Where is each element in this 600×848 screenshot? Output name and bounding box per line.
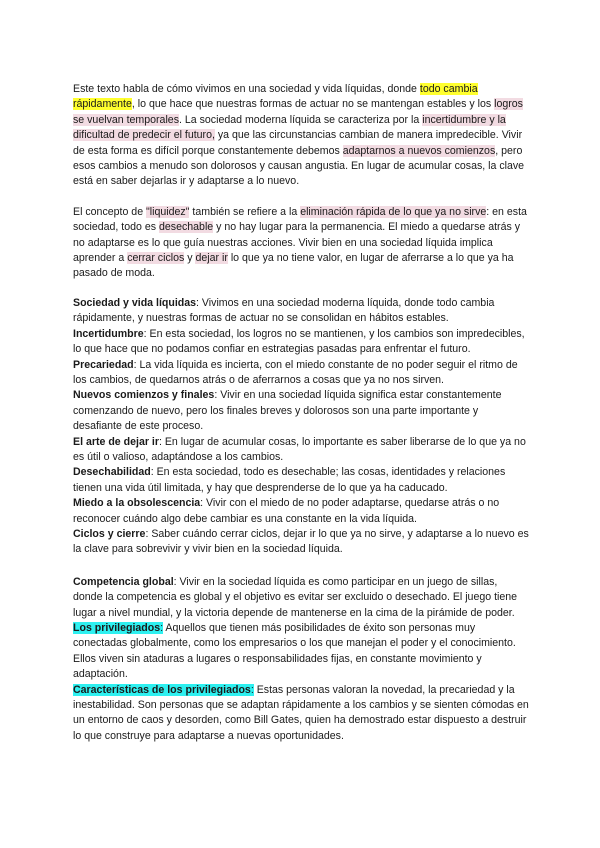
text-run: lo que ya no tiene valor, en lugar de aferrarse a lo que ya ha pasado de moda.	[73, 252, 514, 280]
concept-text: : Vivimos en una sociedad moderna líquida, donde todo cambia rápidamente, y nuestras formas de actuar no se consolidan en hábitos estables.	[73, 296, 495, 325]
concept-precariedad	[73, 358, 529, 389]
concept-term: Ciclos y cierre	[73, 527, 146, 540]
concept-text: Estas personas valoran la novedad, la precariedad y la inestabilidad. Son personas que se adaptan rápidamente a los cambios y se sienten cómodas en un entorno de caos y desorden, como Bill Gates, quien ha demostrado estar dispuesto a destruir lo que construye para adaptarse a nuevas oportunidades.	[73, 683, 529, 742]
concept-term: Precariedad	[73, 358, 134, 371]
concept-text: : En esta sociedad, todo es desechable; las cosas, identidades y relaciones tienen una vida útil limitada, y hay que desprenderse de lo que ya ha caducado.	[73, 466, 506, 494]
highlight-yellow: todo cambia rápidamente	[73, 83, 478, 111]
text-run: ya que las circunstancias cambian de manera impredecible. Vivir de esta forma es difícil porque constantemente debemos	[73, 129, 523, 157]
text-run: , pero esos cambios a menudo son dolorosos y causan angustia. En lugar de acumular cosas, la clave está en saber dejarlas ir y adaptarse a lo nuevo.	[73, 144, 525, 188]
concept-text: : La vida líquida es incierta, con el miedo constante de no poder seguir el ritmo de los cambios, de quedarnos atrás o de aferrarnos a cosas que ya no nos sirven.	[73, 358, 518, 386]
text-run: y	[184, 252, 196, 265]
concept-text: : Saber cuándo cerrar ciclos, dejar ir lo que ya no sirve, y adaptarse a lo nuevo es la clave para sobrevivir y vivir bien en la sociedad líquida.	[73, 527, 529, 556]
highlight-pink: "liquidez"	[146, 205, 190, 218]
highlight-pink: incertidumbre y la dificultad de predecir el futuro,	[73, 113, 506, 142]
separator: :	[160, 622, 164, 634]
highlight-pink: desechable	[159, 221, 214, 234]
concept-text: : En lugar de acumular cosas, lo importante es saber liberarse de lo que ya no es útil o valioso, adaptándose a los cambios.	[73, 435, 526, 463]
concept-obsolescencia	[73, 496, 529, 527]
concept-dejar-ir	[73, 435, 529, 466]
separator: :	[250, 683, 254, 696]
highlight-pink: eliminación rápida de lo que ya no sirve	[300, 205, 487, 218]
highlight-pink: cerrar ciclos	[127, 252, 185, 265]
concept-term: Nuevos comienzos y finales	[73, 389, 215, 402]
text-run: El concepto de	[73, 205, 147, 218]
highlight-pink: dejar ir	[195, 252, 228, 265]
concept-text: : Vivir en la sociedad líquida es como participar en un juego de sillas, donde la competencia es global y el objetivo es evitar ser excluido o desechado. El juego tiene lugar a nivel mundial, y la victoria depende de mantenerse en la cima de la pirámide de poder.	[73, 575, 518, 619]
text-run: , lo que hace que nuestras formas de actuar no se mantengan estables y los	[131, 98, 495, 111]
text-run: : en esta sociedad, todo es	[73, 205, 527, 234]
text-run: y no hay lugar para la permanencia. El miedo a quedarse atrás y no adaptarse es lo que guía nuestras acciones. Vivir bien en una sociedad líquida implica aprender a	[73, 221, 521, 265]
text-run: . La sociedad moderna líquida se caracteriza por la	[179, 113, 423, 126]
concept-desechabilidad	[73, 465, 529, 496]
concept-term: Incertidumbre	[73, 327, 144, 340]
concept-text: Aquellos que tienen más posibilidades de éxito son personas muy conectadas globalmente, como los empresarios o los que manejan el poder y el conocimiento. Ellos viven sin ataduras a lugares o responsabilidades fijas, en constante movimiento y adaptación.	[73, 622, 516, 681]
text-run: Este texto habla de cómo vivimos en una sociedad y vida líquidas, donde	[73, 83, 420, 95]
concept-term: Competencia global	[73, 575, 174, 588]
concept-term: Desechabilidad	[73, 466, 151, 479]
concept-term: Los privilegiados	[73, 622, 161, 634]
concept-incertidumbre	[73, 327, 529, 358]
highlight-pink: adaptarnos a nuevos comienzos	[342, 144, 496, 157]
caracteristicas-paragraph	[73, 683, 529, 745]
concept-term: El arte de dejar ir	[73, 435, 159, 448]
highlight-cyan	[73, 622, 163, 634]
highlight-pink: logros se vuelvan temporales	[73, 98, 523, 126]
concept-text: : En esta sociedad, los logros no se mantienen, y los cambios son impredecibles, lo que hace que no podamos confiar en estrategias pasadas para enfrentar el futuro.	[73, 327, 525, 356]
intro-paragraph-2	[73, 205, 529, 282]
text-run: también se refiere a la	[189, 205, 301, 218]
concept-text: : Vivir en una sociedad líquida significa estar constantemente comenzando de nuevo, pero los finales breves y dolorosos son una parte importante y desafiante de este proceso.	[73, 389, 502, 433]
concept-term: Sociedad y vida líquidas	[73, 296, 197, 309]
concept-text: : Vivir con el miedo de no poder adaptarse, quedarse atrás o no reconocer cuándo algo debe cambiar es una constante en la vida líquida.	[73, 497, 500, 525]
privilegiados-paragraph	[73, 621, 529, 683]
concept-ciclos-cierre	[73, 527, 529, 558]
competencia-global-paragraph	[73, 575, 529, 621]
concept-term: Miedo a la obsolescencia	[73, 497, 201, 510]
concept-term: Características de los privilegiados	[73, 683, 251, 696]
document-body	[73, 82, 529, 744]
concept-sociedad-liquida	[73, 296, 529, 327]
concept-nuevos-comienzos	[73, 388, 529, 434]
intro-paragraph-1	[73, 82, 529, 190]
highlight-cyan	[73, 684, 254, 696]
